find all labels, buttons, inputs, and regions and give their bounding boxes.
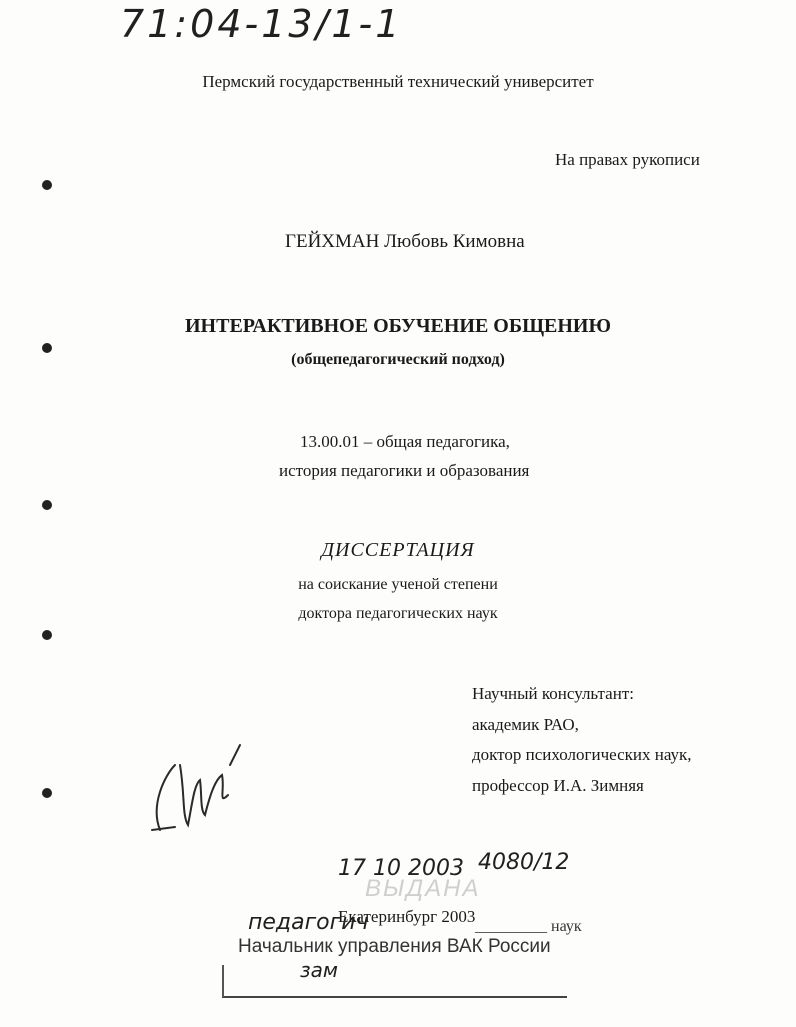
city-year: Екатеринбург 2003 — [338, 907, 476, 926]
stamp-printed-line: Начальник управления ВАК России — [238, 936, 551, 957]
consultant-line: академик РАО, — [472, 715, 579, 734]
stamp-handwriting: педагогич — [248, 910, 369, 935]
stamp-date: 17 10 2003 — [338, 856, 464, 881]
stamp-ghost-text: ВЫДАНА — [365, 875, 481, 902]
dissertation-subtitle: (общепедагогический подход) — [291, 351, 505, 368]
author-signature — [130, 735, 250, 845]
author-name: ГЕЙХМАН Любовь Кимовна — [285, 231, 525, 252]
stamp-handwriting: зам — [300, 958, 338, 982]
specialty-code: 13.00.01 – общая педагогика, — [300, 432, 510, 451]
dissertation-title: ИНТЕРАКТИВНОЕ ОБУЧЕНИЕ ОБЩЕНИЮ — [184, 315, 612, 337]
consultant-line: доктор психологических наук, — [472, 745, 692, 764]
stamp-frame — [222, 990, 567, 998]
consultant-line: Научный консультант: — [472, 684, 634, 703]
stamp-frame — [222, 965, 224, 997]
archive-code: 71:04-13/1-1 — [120, 2, 403, 46]
manuscript-rights: На правах рукописи — [555, 150, 700, 169]
specialty-name: история педагогики и образования — [279, 461, 530, 480]
stamp-number: 4080/12 — [478, 850, 570, 875]
university-name: Пермский государственный технический университет — [202, 72, 594, 91]
degree-line: на соискание ученой степени — [298, 576, 498, 593]
binding-hole — [42, 500, 52, 510]
stamp-printed-line: _________ наук — [475, 918, 582, 935]
consultant-line: профессор И.А. Зимняя — [472, 776, 644, 795]
binding-hole — [42, 180, 52, 190]
binding-hole — [42, 630, 52, 640]
degree-line: доктора педагогических наук — [298, 605, 498, 622]
document-type: ДИССЕРТАЦИЯ — [321, 539, 475, 561]
binding-hole — [42, 788, 52, 798]
